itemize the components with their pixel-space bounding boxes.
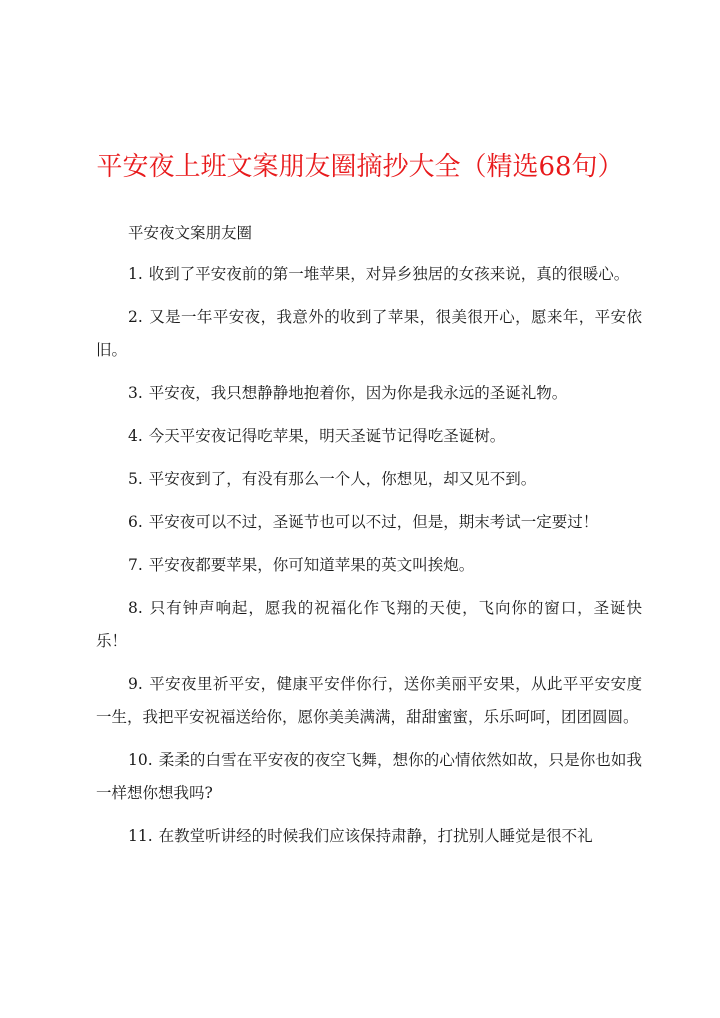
item-text: 收到了平安夜前的第一堆苹果，对异乡独居的女孩来说，真的很暖心。 — [148, 265, 630, 283]
item-number: 8. — [128, 599, 143, 617]
item-text: 平安夜都要苹果，你可知道苹果的英文叫挨炮。 — [148, 556, 475, 574]
list-item — [96, 506, 642, 539]
list-item — [96, 668, 642, 734]
item-text: 平安夜，我只想静静地抱着你，因为你是我永远的圣诞礼物。 — [148, 384, 568, 402]
list-item — [96, 258, 642, 291]
list-item — [96, 820, 642, 853]
item-number: 3. — [128, 384, 143, 402]
item-text: 平安夜可以不过，圣诞节也可以不过，但是，期末考试一定要过！ — [148, 513, 599, 531]
item-text: 平安夜里祈平安，健康平安伴你行，送你美丽平安果，从此平平安安度一生，我把平安祝福送给你，愿你美美满满，甜甜蜜蜜，乐乐呵呵，团团圆圆。 — [96, 675, 642, 726]
section-subtitle: 平安夜文案朋友圈 — [128, 224, 253, 242]
item-number: 5. — [128, 470, 143, 488]
list-item — [96, 463, 642, 496]
item-number: 9. — [128, 675, 143, 693]
item-number: 11. — [128, 827, 153, 845]
item-text: 又是一年平安夜，我意外的收到了苹果，很美很开心，愿来年，平安依旧。 — [96, 308, 642, 359]
item-number: 6. — [128, 513, 143, 531]
item-text: 只有钟声响起，愿我的祝福化作飞翔的天使，飞向你的窗口，圣诞快乐！ — [96, 599, 642, 650]
item-text: 在教堂听讲经的时候我们应该保持肃静，打扰别人睡觉是很不礼 — [158, 827, 593, 845]
document-title: 平安夜上班文案朋友圈摘抄大全（精选68句） — [96, 152, 624, 182]
list-item — [96, 420, 642, 453]
item-number: 7. — [128, 556, 143, 574]
list-item — [96, 549, 642, 582]
item-text: 平安夜到了，有没有那么一个人，你想见，却又见不到。 — [148, 470, 537, 488]
item-text: 柔柔的白雪在平安夜的夜空飞舞，想你的心情依然如故，只是你也如我一样想你想我吗? — [96, 751, 642, 802]
item-number: 1. — [128, 265, 143, 283]
list-item — [96, 377, 642, 410]
item-number: 10. — [128, 751, 153, 769]
list-item — [96, 301, 642, 367]
document-body — [96, 218, 642, 863]
list-item — [96, 592, 642, 658]
item-number: 4. — [128, 427, 143, 445]
item-text: 今天平安夜记得吃苹果，明天圣诞节记得吃圣诞树。 — [148, 427, 506, 445]
list-item — [96, 744, 642, 810]
item-number: 2. — [128, 308, 143, 326]
